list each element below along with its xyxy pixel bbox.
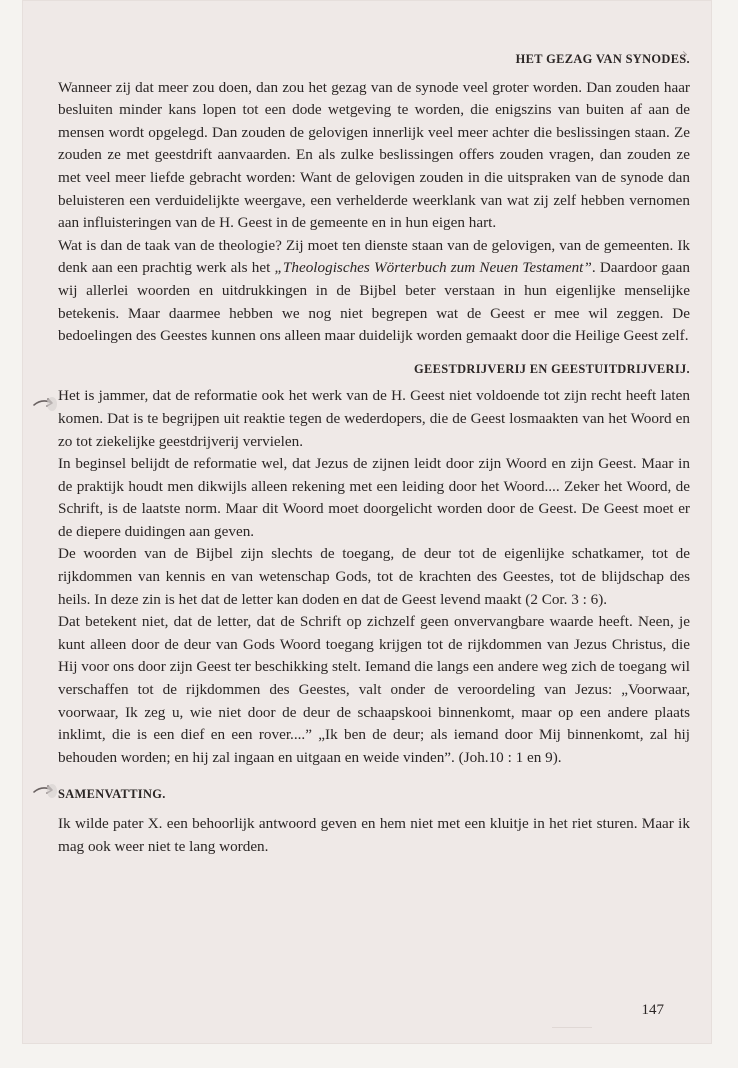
paragraph-text: Wat is dan de taak van de theologie? Zij moet ten dienste staan van de gelovigen, van de gemeenten. Ik denk aan een prachtig werk als het [58, 236, 690, 277]
paragraph: De woorden van de Bijbel zijn slechts de toegang, de deur tot de eigenlijke schatkamer, tot de rijkdommen van kennis en van wetenschap Gods, tot de krachten des Geestes, tot de blijdschap des heils. In deze zin is het dat de letter kan doden en dat de Geest levend maakt (2 Cor. 3 : 6). [58, 545, 690, 608]
paragraph-text: . Daardoor gaan wij allerlei woorden en uitdrukkingen in de Bijbel beter verstaan in hun eigenlijke menselijke betekenis. Maar daarmee hebben we nog niet begrepen wat de Geest er mee wil zeggen. De bedoelingen des Geestes kunnen ons alleen maar duidelijk worden gemaakt door die Heilige Geest zelf. [58, 259, 691, 345]
margin-arrow-mark [32, 396, 58, 412]
page-content [58, 48, 690, 858]
paragraph: In beginsel belijdt de reformatie wel, dat Jezus de zijnen leidt door zijn Woord en zijn Geest. Maar in de praktijk houdt men dikwijls alleen rekening met een leiding door het Woord.... Zeker het Woord, de Schrift, is de laatste norm. Maar dit Woord moet doorgelicht worden door de Geest. De Geest moet er de diepere duidingen aan geven. [58, 455, 690, 540]
scan-artifact-line [552, 1027, 592, 1028]
margin-arrow-mark [32, 783, 58, 799]
paragraph: Dat betekent niet, dat de letter, dat de Schrift op zichzelf geen onvervangbare waarde heeft. Neen, je kunt alleen door de deur van Gods Woord toegang krijgen tot de rijkdommen van Jezus Christus, die Hij voor ons door zijn Geest ter beschikking stelt. Iemand die langs een andere weg zich de toegang wil verschaffen tot de rijkdommen des Geestes, valt onder de veroordeling van Jezus: „Voorwaar, voorwaar, Ik zeg u, wie niet door de deur de schaapskooi binnenkomt, maar op een andere plaats inklimt, die is een dief en een rover....” „Ik ben de deur; als iemand door Mij binnenkomt, zal hij behouden worden; en hij zal ingaan en uitgaan en weide vinden”. (Joh.10 : 1 en 9). [58, 613, 690, 766]
paragraph: Het is jammer, dat de reformatie ook het werk van de H. Geest niet voldoende tot zijn recht heeft laten komen. Dat is te begrijpen uit reaktie tegen de wederdopers, die de Geest losmaakten van het Woord en zo tot ziekelijke geestdrijverij vervielen. [58, 387, 690, 450]
page-number: 147 [641, 1002, 664, 1018]
paragraph: Wanneer zij dat meer zou doen, dan zou het gezag van de synode veel groter worden. Dan zouden haar besluiten minder kans lopen tot een dode wetgeving te worden, die enigszins van buiten af aan de mensen wordt opgelegd. Dan zouden de gelovigen innerlijk veel meer achter die beslissingen staan. Ze zouden ze met geestdrift aanvaarden. En als zulke beslissingen offers zouden vragen, dan zouden ze met veel meer liefde gebracht worden: Want de gelovigen zouden in die uitspraken van de synode dan beluisteren een verduidelijkte weergave, een verhelderde weerklank van wat zij zelf hebben vernomen aan influisteringen van de H. Geest in de gemeente en in hun eigen hart. [58, 78, 690, 232]
section-heading-gezag: HET GEZAG VAN SYNODES. [515, 52, 690, 66]
paragraph [58, 235, 690, 348]
book-page [22, 0, 712, 1044]
section-heading-samenvatting: SAMENVATTING. [58, 787, 166, 802]
book-title: „Theologisches Wörterbuch zum Neuen Testament” [274, 259, 592, 277]
section-heading-geestdrijverij: GEESTDRIJVERIJ EN GEESTUITDRIJVERIJ. [414, 361, 690, 376]
paragraph: Ik wilde pater X. een behoorlijk antwoord geven en hem niet met een kluitje in het riet sturen. Maar ik mag ook weer niet te lang worden. [58, 815, 690, 855]
